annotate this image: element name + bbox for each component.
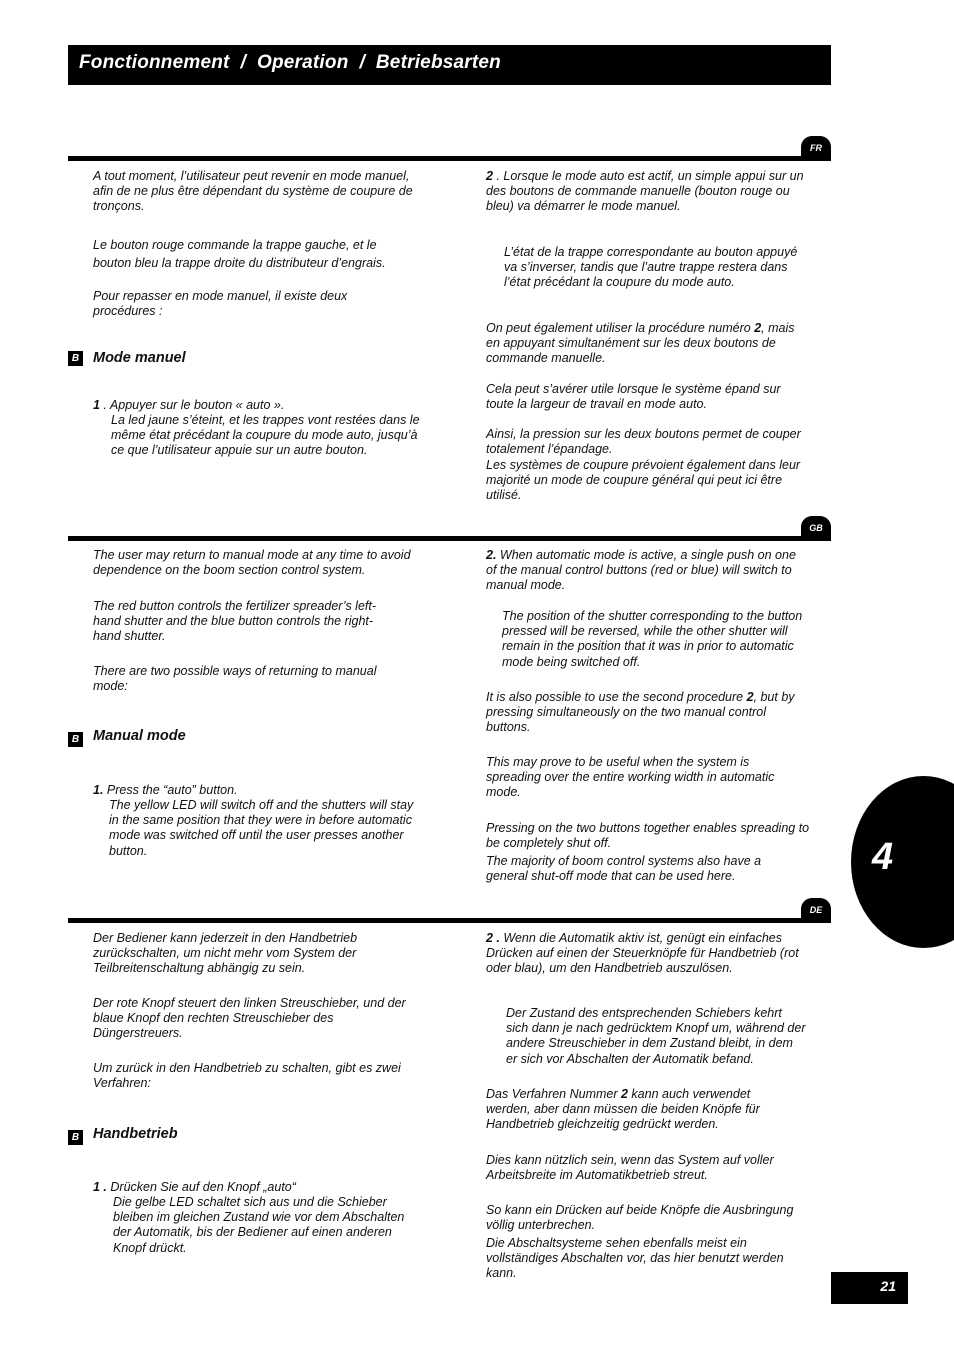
fr-step2 <box>486 169 806 215</box>
de-section-b-marker: B <box>68 1130 83 1145</box>
fr-useful-text: Cela peut s’avérer utile lorsque le système épand sur toute la largeur de travail en mode auto. <box>486 382 781 412</box>
gb-step2-detail: The position of the shutter corresponding to the button pressed will be reversed, while the other shutter will remain in the position that it was in prior to automatic mode being switched off. <box>502 609 803 669</box>
fr-procedures-text: Pour repasser en mode manuel, il existe deux procédures : <box>93 289 348 319</box>
fr-procedure2-a: On peut également utiliser la procédure numéro <box>486 321 755 335</box>
de-step1-detail: Die gelbe LED schaltet sich aus und die Schieber bleiben im gleichen Zustand wie vor dem Abschalten der Automatik, bis der Bediener auf einen anderen Knopf drückt. <box>113 1195 405 1255</box>
fr-step2-number: 2 <box>486 169 493 183</box>
fr-mode-heading: Mode manuel <box>93 350 186 366</box>
gb-procedure2-b: , but by pressing simultaneously on the two manual control buttons. <box>486 690 795 735</box>
de-buttons-text: Der rote Knopf steuert den linken Streuschieber, und der blaue Knopf den rechten Streuschieber des Düngerstreuers. <box>93 996 406 1041</box>
de-procedure2-text <box>486 1087 786 1133</box>
gb-step2-text: When automatic mode is active, a single push on one of the manual control buttons (red or blue) will switch to manual mode. <box>486 548 796 593</box>
page-title: Fonctionnement / Operation / Betriebsarten <box>79 52 501 73</box>
fr-step2-detail: L’état de la trappe correspondante au bouton appuyé va s’inverser, tandis que l’autre trappe restera dans l’état précédant la coupure du mode auto. <box>504 245 798 290</box>
gb-step1-text: Press the “auto” button. <box>103 783 238 797</box>
de-procedures-text: Um zurück in den Handbetrieb zu schalten, gibt es zwei Verfahren: <box>93 1061 401 1091</box>
lang-tab-fr: FR <box>801 136 831 158</box>
fr-step1-text: . Appuyer sur le bouton « auto ». <box>99 398 285 412</box>
gb-procedure2-number: 2 <box>746 690 754 704</box>
de-procedure2-b: kann auch verwendet werden, aber dann müssen die beiden Knöpfe für Handbetrieb gleichzeitig gedrückt werden. <box>486 1087 760 1132</box>
fr-buttons-text: Le bouton rouge commande la trappe gauche, et le bouton bleu la trappe droite du distributeur d’engrais. <box>93 238 386 270</box>
lang-tab-de: DE <box>801 898 831 920</box>
gb-section-b-marker: B <box>68 732 83 747</box>
de-step2-detail: Der Zustand des entsprechenden Schiebers kehrt sich dann je nach gedrücktem Knopf um, während der andere Streuschieber in dem Zustand bleibt, in dem er sich vor Abschalten der Automatik befand. <box>506 1006 806 1066</box>
page-header <box>68 45 831 85</box>
de-mode-heading: Handbetrieb <box>93 1126 178 1142</box>
fr-step1-detail: La led jaune s’éteint, et les trappes vont restées dans le même état précédant la coupure du mode auto, jusqu’à ce que l’utilisateur appuie sur un autre bouton. <box>111 413 420 458</box>
lang-tab-gb: GB <box>801 516 831 538</box>
fr-general-cutoff-text: Les systèmes de coupure prévoient également dans leur majorité un mode de coupure général qui peut ici être utilisé. <box>486 458 801 503</box>
section-rule-fr <box>68 156 831 161</box>
gb-intro-text: The user may return to manual mode at any time to avoid dependence on the boom section control system. <box>93 548 411 578</box>
gb-procedure2-a: It is also possible to use the second procedure <box>486 690 747 704</box>
de-step1 <box>93 1180 423 1195</box>
fr-procedure2-b: , mais en appuyant simultanément sur les deux boutons de commande manuelle. <box>486 321 795 366</box>
page-number-box <box>831 1272 908 1304</box>
gb-step2-number: 2. <box>486 548 497 562</box>
gb-useful-text: This may prove to be useful when the system is spreading over the entire working width in automatic mode. <box>486 755 775 800</box>
de-procedure2-number: 2 <box>621 1087 628 1101</box>
de-step2-text: Wenn die Automatik aktiv ist, genügt ein einfaches Drücken auf einen der Steuerknöpfe für Handbetrieb (rot oder blau), um den Handbetrieb auszulösen. <box>486 931 799 976</box>
gb-step2 <box>486 548 806 594</box>
de-step2-number: 2 . <box>486 931 500 945</box>
fr-procedure2-text <box>486 321 811 367</box>
section-rule-gb <box>68 536 831 541</box>
de-procedure2-a: Das Verfahren Nummer <box>486 1087 621 1101</box>
de-intro-text: Der Bediener kann jederzeit in den Handbetrieb zurückschalten, um nicht mehr vom System der Teilbreitenschaltung abhängig zu sein. <box>93 931 358 976</box>
fr-step1-number: 1 <box>93 398 100 412</box>
fr-pressure-text: Ainsi, la pression sur les deux boutons permet de couper totalement l’épandage. <box>486 427 801 457</box>
fr-step2-text: . Lorsque le mode auto est actif, un simple appui sur un des boutons de commande manuelle (bouton rouge ou bleu) va démarrer le mode manuel. <box>486 169 804 214</box>
gb-step1-detail: The yellow LED will switch off and the shutters will stay in the same position that they were in before automatic mode was switched off until the user presses another button. <box>109 798 414 858</box>
de-general-cutoff-text: Die Abschaltsysteme sehen ebenfalls meist ein vollständiges Abschalten vor, das hier benutzt werden kann. <box>486 1236 784 1281</box>
de-useful-text: Dies kann nützlich sein, wenn das System auf voller Arbeitsbreite im Automatikbetrieb streut. <box>486 1153 774 1183</box>
gb-procedure2-text <box>486 690 811 736</box>
page-number: 21 <box>880 1278 896 1294</box>
gb-general-cutoff-text: The majority of boom control systems also have a general shut-off mode that can be used here. <box>486 854 762 884</box>
gb-mode-heading: Manual mode <box>93 728 186 744</box>
gb-buttons-text: The red button controls the fertilizer spreader’s left-hand shutter and the blue button controls the right-hand shutter. <box>93 599 377 644</box>
fr-step1 <box>93 398 423 413</box>
chapter-number: 4 <box>872 836 894 878</box>
gb-pressure-text: Pressing on the two buttons together enables spreading to be completely shut off. <box>486 821 810 851</box>
de-step1-number: 1 . <box>93 1180 107 1194</box>
de-step1-text: Drücken Sie auf den Knopf „auto“ <box>106 1180 296 1194</box>
fr-procedure2-number: 2 <box>754 321 762 335</box>
gb-procedures-text: There are two possible ways of returning to manual mode: <box>93 664 377 694</box>
gb-step1-number: 1. <box>93 783 104 797</box>
fr-intro-text: A tout moment, l’utilisateur peut revenir en mode manuel, afin de ne plus être dépendant du système de coupure de tronçons. <box>93 169 413 214</box>
de-step2 <box>486 931 811 977</box>
de-pressure-text: So kann ein Drücken auf beide Knöpfe die Ausbringung völlig unterbrechen. <box>486 1203 794 1233</box>
fr-section-b-marker: B <box>68 351 83 366</box>
gb-step1 <box>93 783 423 798</box>
section-rule-de <box>68 918 831 923</box>
chapter-tab <box>851 776 954 948</box>
